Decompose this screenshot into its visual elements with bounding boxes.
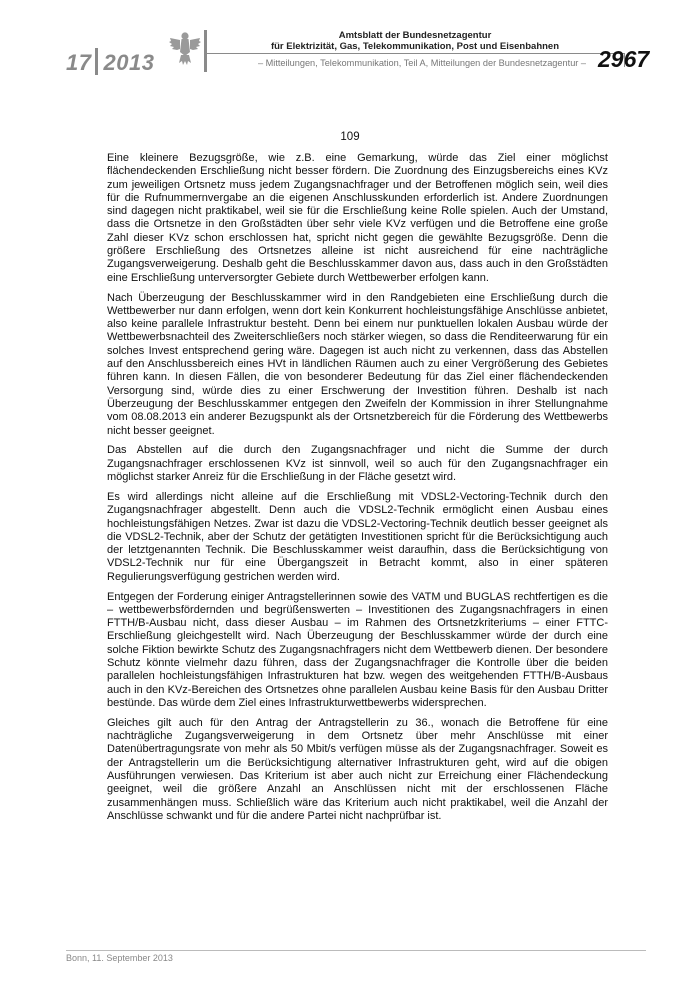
paragraph-4: Es wird allerdings nicht alleine auf die Erschließung mit VDSL2-Vectoring-Technik durch den Zugangsnachfrager abgestellt. Denn auch die VDSL2-Technik ermöglicht einen Ausbau eines hochleistungsfähigen Netzes. Zwar ist dazu die VDSL2-Vectoring-Technik deutlich besser geeignet als die VDSL2-Technik, aber der Schutz der getätigten Investitionen spricht für die Berücksichtigung auch der letztgenannten Technik. Die Beschlusskammer weist daraufhin, dass die Berücksichtigung von VDSL2-Technik nur für eine Übergangszeit in Betracht kommt, also in einer späteren Regulierungsverfügung gestrichen werden wird. [107, 490, 608, 583]
paragraph-3: Das Abstellen auf die durch den Zugangsnachfrager und nicht die Summe der durch Zugangsnachfrager erschlossenen KVz ist sinnvoll, weil so auch für den Zugangsnachfrager ein möglichst starker Anreiz für die Erschließung in der Fläche gesetzt wird. [107, 444, 608, 484]
issue-year: 2013 [103, 50, 155, 75]
page-number: 2967 [598, 46, 650, 72]
paragraph-5: Entgegen der Forderung einiger Antragstellerinnen sowie des VATM und BUGLAS rechtfertigen es die – wettbewerbsfördernden und begrüßenswerten – Investitionen des Zugangsnachfragers in einen FTTH/B-Ausbau nicht, dass dieser Ausbau – im Rahmen des Ortsnetzkriteriums – einer FTTC-Erschließung gleichgestellt wird. Nach Überzeugung der Beschlusskammer würde der durch eine solche Fiktion bewirkte Schutz des Zugangsnachfragers nicht dem Wettbewerb dienen. Der besondere Schutz könnte vielmehr dazu führen, dass der Zugangsnachfrager die Kontrolle über die beiden parallelen hochleistungsfähigen Infrastrukturen hat bzw. wegen des weitgehenden FTTH/B-Ausbaus auch in den KVz-Bereichen des Ortsnetzes ohne parallelen Ausbau keine Basis für den Ausbau Dritter bestünde. Das würde dem Ziel eines Infrastrukturwettbewerbs widersprechen. [107, 590, 608, 709]
footer-place-date: Bonn, 11. September 2013 [66, 953, 173, 963]
body-text [107, 152, 608, 830]
publication-title-line2: für Elektrizität, Gas, Telekommunikation, Post und Eisenbahnen [270, 41, 560, 52]
issue-label [66, 48, 154, 76]
paragraph-2: Nach Überzeugung der Beschlusskammer wird in den Randgebieten eine Erschließung durch die Wettbewerber nur dann erfolgen, wenn dort kein Konkurrent hochleistungsfähige Anschlüsse anbietet, also keine parallele Infrastruktur besteht. Denn bei einem nur punktuellen lokalen Ausbau würde der Wettbewerbsnachteil des Zweiterschließers noch stärker wiegen, so dass die Renditeerwarung für ein solches Invest entsprechend gering wäre. Dagegen ist auch nicht zu verkennen, dass das Abstellen auf den Anschlussbereich eines HVt in ländlichen Räumen auch zu einer Vergrößerung des Gebietes führen kann. In diesen Fällen, die von besonderer Bedeutung für das Ziel einer flächendeckenden Versorgung sind, würde dies zu einer Erschwerung der Investition führen. Deshalb ist nach Überzeugung der Beschlusskammer entgegen den Zweifeln der Kommission in ihrer Stellungnahme vom 08.08.2013 ein anderer Bezugspunkt als der Ortsnetzbereich für die Förderung des Wettbewerbs nicht besser geeignet. [107, 291, 608, 437]
header-divider-vertical [204, 30, 207, 72]
document-page-number: 109 [340, 131, 360, 143]
publication-title [215, 30, 615, 52]
paragraph-1: Eine kleinere Bezugsgröße, wie z.B. eine Gemarkung, würde das Ziel einer möglichst flächendeckenden Erschließung nicht besser fördern. Die Zuordnung des Einzugsbereichs eines KVz zum jeweiligen Ortsnetz muss jedem Zugangsnachfrager und der Betroffenen möglich sein, weil dies für die Rufnummernvergabe an die eigenen Anschlusskunden erforderlich ist. Andere Zuordnungen sind dagegen nicht praktikabel, weil sie für die Erschließung keine Rolle spielen. Auch der Umstand, dass die Ortsnetze in den Großstädten über sehr viele KVz verfügen und die Betroffene eine große Zahl dieser KVz schon erschlossen hat, spricht nicht gegen die gewählte Bezugsgröße. Denn die größere Erschließung des Ortsnetzes alleine ist nicht ausreichend für eine nachträgliche Zugangsverweigerung. Deshalb geht die Beschlusskammer davon aus, dass auch in den Großstädten eine Erschließung unterversorgter Gebiete durch Wettbewerber erfolgen kann. [107, 152, 608, 284]
paragraph-6: Gleiches gilt auch für den Antrag der Antragstellerin zu 36., wonach die Betroffene für eine nachträgliche Zugangsverweigerung in dem Ortsnetz über mehr Anschlüsse mit einer Datenübertragungsrate von mehr als 50 Mbit/s verfügen müsse als der Zugangsnachfrager. Soweit es der Antragstellerin um die Berücksichtigung alternativer Infrastrukturen geht, wird auf die obigen Ausführungen verwiesen. Das Kriterium ist aber auch nicht zur Erreichung einer Flächendeckung geeignet, weil die größere Anzahl an Anschlüssen nicht mit der erschlossenen Fläche zusammenhängen muss. Schließlich wäre das Kriterium auch nicht praktikabel, weil die Anzahl der Anschlüsse schwankt und für die andere Partei nicht nachprüfbar ist. [107, 716, 608, 822]
issue-number: 17 [66, 50, 92, 75]
issue-separator [95, 48, 98, 75]
publication-title-line1: Amtsblatt der Bundesnetzagentur [338, 30, 492, 41]
footer-rule [66, 950, 646, 951]
publication-subtitle: – Mitteilungen, Telekommunikation, Teil A, Mitteilungen der Bundesnetzagentur – [257, 58, 587, 68]
header-rule [207, 53, 625, 54]
federal-eagle-icon [168, 30, 202, 68]
